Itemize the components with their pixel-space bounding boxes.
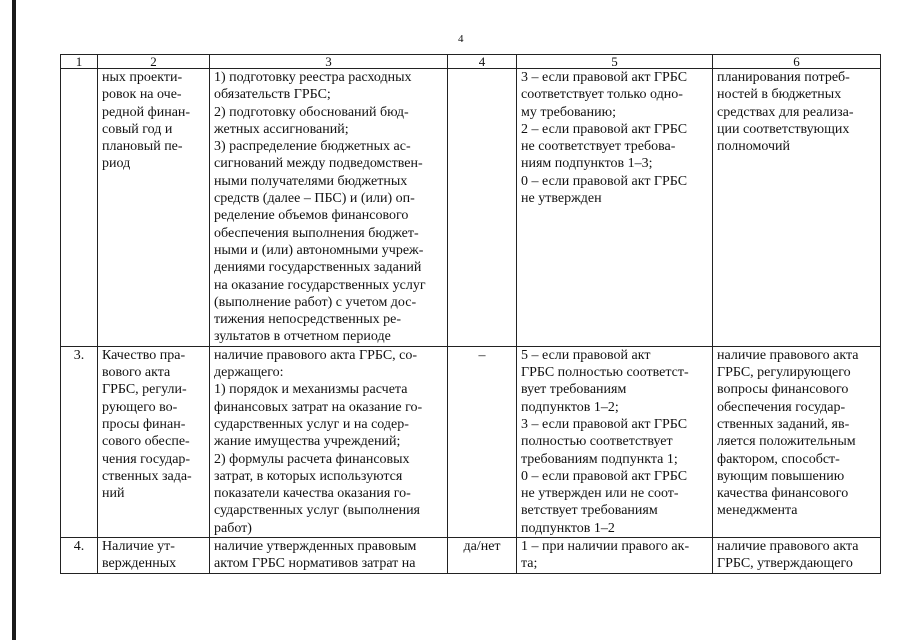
score-cell: 3 – если правовой акт ГРБС соответствует только одно- му требованию; 2 – если правовой акт ГРБС не соответствует требова- ниям подпунктов 1–3; 0 – если правовой акт ГРБС не утвержден	[517, 69, 713, 347]
column-number-row	[61, 55, 881, 69]
indicator-name-cell: Наличие ут- вержденных	[98, 538, 210, 574]
header-cell: 5	[517, 55, 713, 69]
row-number-cell: 3.	[61, 346, 98, 537]
table-row	[61, 346, 881, 537]
header-cell: 4	[448, 55, 517, 69]
header-cell: 6	[713, 55, 881, 69]
row-number-cell	[61, 69, 98, 347]
scan-edge-bar	[12, 0, 16, 640]
unit-cell: да/нет	[448, 538, 517, 574]
unit-cell	[448, 69, 517, 347]
page-number: 4	[458, 33, 464, 45]
score-cell: 5 – если правовой акт ГРБС полностью соответст- вует требованиям подпунктов 1–2; 3 – если правовой акт ГРБС полностью соответствует требованиям подпункта 1; 0 – если правовой акт ГРБС не утвержден или не соот- ветствует требованиям подпунктов 1–2	[517, 346, 713, 537]
row-number-cell: 4.	[61, 538, 98, 574]
comment-cell: наличие правового акта ГРБС, регулирующего вопросы финансового обеспечения государ- ственных заданий, яв- ляется положительным фактором, способст- вующим повышению качества финансового менеджмента	[713, 346, 881, 537]
indicator-name-cell: Качество пра- вового акта ГРБС, регули- рующего во- просы финан- сового обеспе- чения государ- ственных зада- ний	[98, 346, 210, 537]
calculation-cell: наличие правового акта ГРБС, со- держащего: 1) порядок и механизмы расчета финансовых затрат на оказание го- сударственных услуг и на содер- жание имущества учреждений; 2) формулы расчета финансовых затрат, в которых используются показатели качества оказания го- сударственных услуг (выполнения работ)	[210, 346, 448, 537]
score-cell: 1 – при наличии правого ак- та;	[517, 538, 713, 574]
unit-cell: –	[448, 346, 517, 537]
table-row	[61, 538, 881, 574]
calculation-cell: 1) подготовку реестра расходных обязательств ГРБС; 2) подготовку обоснований бюд- жетных ассигнований; 3) распределение бюджетных ас- сигнований между подведомствен- ными получателями бюджетных средств (далее – ПБС) и (или) оп- ределение объемов финансового обеспечения выполнения бюджет- ными и (или) автономными учреж- дениями государственных заданий на оказание государственных услуг (выполнение работ) с учетом дос- тижения непосредственных ре- зультатов в отчетном периоде	[210, 69, 448, 347]
indicator-name-cell: ных проекти- ровок на оче- редной финан- совый год и плановый пе- риод	[98, 69, 210, 347]
header-cell: 2	[98, 55, 210, 69]
header-cell: 3	[210, 55, 448, 69]
calculation-cell: наличие утвержденных правовым актом ГРБС нормативов затрат на	[210, 538, 448, 574]
comment-cell: наличие правового акта ГРБС, утверждающего	[713, 538, 881, 574]
criteria-table	[60, 54, 881, 574]
table-row	[61, 69, 881, 347]
comment-cell: планирования потреб- ностей в бюджетных средствах для реализа- ции соответствующих полномочий	[713, 69, 881, 347]
header-cell: 1	[61, 55, 98, 69]
